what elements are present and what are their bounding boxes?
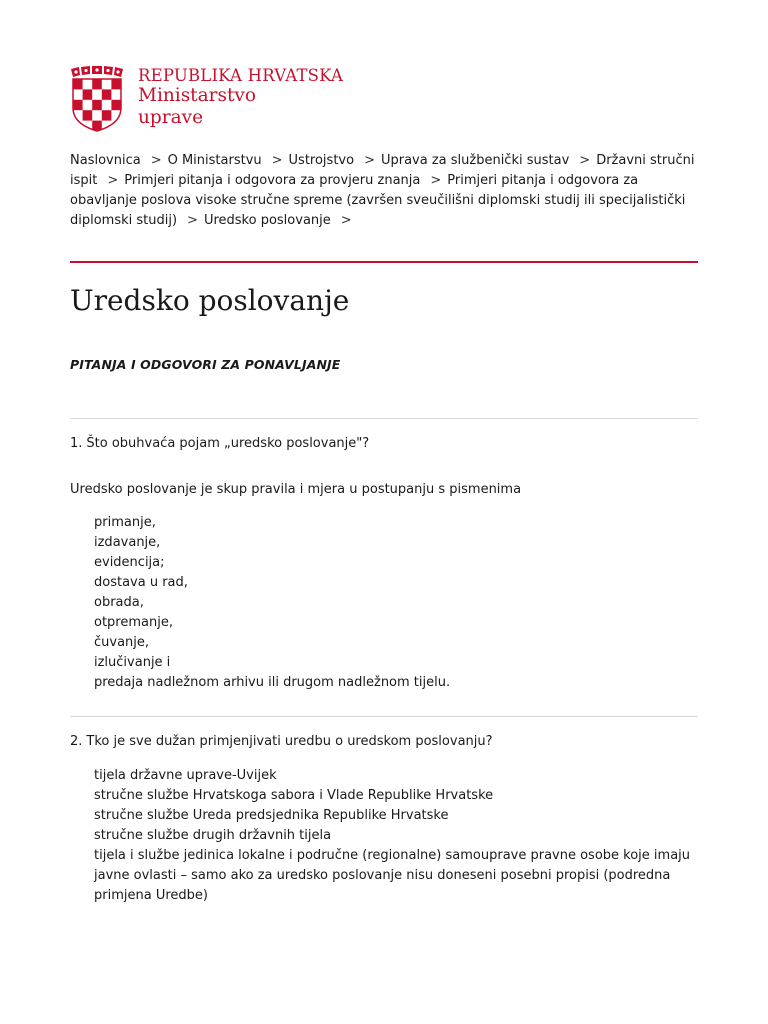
question-text: Što obuhvaća pojam „uredsko poslovanje"? [86,436,370,451]
list-item: stručne službe Hrvatskoga sabora i Vlade Republike Hrvatske [94,788,494,803]
list-item: otpremanje, [94,615,173,630]
question-number: 1. [70,436,83,451]
list-item: tijela i službe jedinica lokalne i područne (regionalne) samouprave pravne osobe koje imaju javne ovlasti – samo ako za uredsko poslovanje nisu doneseni posebni propisi (podredna primjena Uredbe) [94,848,691,903]
list-item: izdavanje, [94,535,161,550]
brand-ministry: Ministarstvo [138,85,257,106]
list-item: stručne službe Ureda predsjednika Republike Hrvatske [94,808,449,823]
header-divider [70,261,698,263]
question-1 [70,434,369,454]
brand-ministry-name: uprave [138,107,204,128]
page-title: Uredsko poslovanje [70,284,350,317]
answer-list-2 [94,766,698,906]
breadcrumb-separator: > [187,213,198,228]
answer-intro: Uredsko poslovanje je skup pravila i mjera u postupanju s pismenima [70,482,522,497]
breadcrumb-link-current[interactable]: Uredsko poslovanje [203,213,331,228]
breadcrumb-link-civil-service[interactable]: Uprava za službenički sustav [380,153,570,168]
breadcrumb-link-exam-examples[interactable]: Primjeri pitanja i odgovora za provjeru znanja [124,173,421,188]
breadcrumb-link-high-education-examples[interactable]: Primjeri pitanja i odgovora za obavljanje poslova visoke stručne spreme (završen sveučilišni diplomski studij ili specijalistički diplomski studij) [70,173,686,228]
list-item: stručne službe drugih državnih tijela [94,828,332,843]
breadcrumb-separator: > [579,153,591,168]
list-item: primanje, [94,515,156,530]
list-item: dostava u rad, [94,575,188,590]
breadcrumb-separator: > [150,153,162,168]
question-2 [70,732,493,752]
list-item: izlučivanje i [94,655,171,670]
question-number: 2. [70,734,83,749]
site-logo[interactable] [70,66,343,132]
question-text: Tko je sve dužan primjenjivati uredbu o uredskom poslovanju? [86,734,493,749]
breadcrumb-separator: > [430,173,442,188]
breadcrumb-link-state-exam[interactable]: Državni stručni ispit [70,153,695,188]
brand-country: REPUBLIKA HRVATSKA [138,66,344,85]
breadcrumb-separator: > [340,213,352,228]
breadcrumb-link-structure[interactable]: Ustrojstvo [288,153,355,168]
answer-list-1 [94,513,698,693]
list-item: evidencija; [94,555,165,570]
breadcrumb-separator: > [271,153,283,168]
croatian-coat-of-arms-icon [70,66,124,132]
breadcrumb-link-home[interactable]: Naslovnica [70,153,141,168]
breadcrumb-link-about[interactable]: O Ministarstvu [167,153,262,168]
list-item: obrada, [94,595,144,610]
list-item: tijela državne uprave-Uvijek [94,768,277,783]
logo-text [138,66,343,129]
list-item: predaja nadležnom arhivu ili drugom nadležnom tijelu. [94,675,451,690]
section-divider [70,418,698,419]
page-subtitle: PITANJA I ODGOVORI ZA PONAVLJANJE [70,357,341,372]
breadcrumb-separator: > [107,173,119,188]
list-item: čuvanje, [94,635,150,650]
breadcrumb [70,151,698,231]
section-divider [70,716,698,717]
breadcrumb-separator: > [364,153,375,168]
